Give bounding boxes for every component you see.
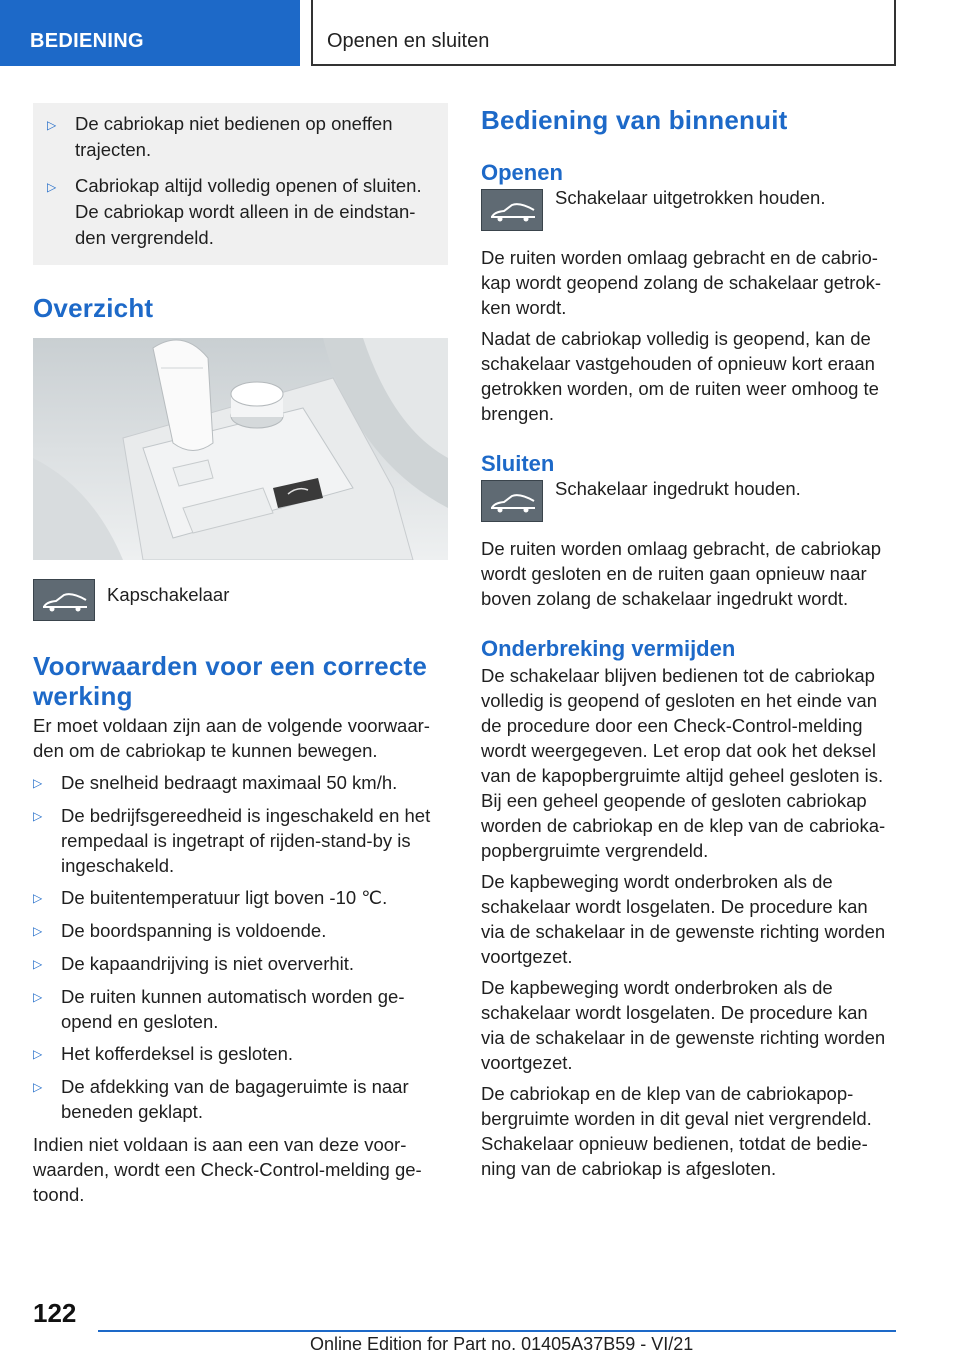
open-instruction-row bbox=[481, 189, 896, 231]
triangle-bullet-icon bbox=[33, 1041, 61, 1067]
triangle-bullet-icon bbox=[33, 1074, 61, 1124]
close-heading: Sluiten bbox=[481, 451, 555, 476]
close-instruction: Schakelaar ingedrukt houden. bbox=[555, 478, 801, 499]
list-item: ▷ De buitentemperatuur ligt boven -10 ℃. bbox=[33, 885, 448, 911]
interrupt-paragraph-1: De schakelaar blijven bedienen tot de cabriokap volledig is geopend of gesloten en het einde van de procedure door een Check-Control-melding wordt weergegeven. Let erop dat ook het deksel van de kapopbergruimte altijd geheel gesloten is. Bij een geheel geopende of gesloten cabriokap worden de cabriokap en de klep van de cabriokapopbergruimte vergrendeld. bbox=[481, 665, 886, 861]
open-paragraph-2: Nadat de cabriokap volledig is geopend, kan de schakelaar vastgehouden of opnieuw kort eraan getrokken worden, om de ruiten weer omhoog te brengen. bbox=[481, 328, 879, 424]
open-paragraph-1: De ruiten worden omlaag gebracht en de cabriokap wordt geopend zolang de schakelaar getrokken wordt. bbox=[481, 247, 882, 318]
triangle-bullet-icon bbox=[47, 173, 75, 251]
list-item: ▷ Het kofferdeksel is gesloten. bbox=[33, 1041, 448, 1067]
triangle-bullet-icon bbox=[33, 770, 61, 796]
note-item: ▷ De cabriokap niet bedienen op oneffen trajecten. bbox=[47, 111, 438, 163]
convertible-roof-icon bbox=[481, 189, 543, 231]
footer-divider bbox=[98, 1330, 896, 1332]
interrupt-paragraph-3: De kapbeweging wordt onderbroken als de schakelaar wordt losgelaten. De procedure kan via de schakelaar in de gewenste richting worden voortgezet. bbox=[481, 977, 886, 1073]
conditions-heading: Voorwaarden voor een correcte werking bbox=[33, 651, 428, 711]
open-heading: Openen bbox=[481, 160, 563, 185]
convertible-roof-icon bbox=[481, 480, 543, 522]
edition-note: Online Edition for Part no. 01405A37B59 - VI/21 bbox=[310, 1334, 694, 1354]
note-item: ▷ Cabriokap altijd volledig openen of sluiten. De cabriokap wordt alleen in de eindstanden vergrendeld. bbox=[47, 173, 438, 251]
open-instruction: Schakelaar uitgetrokken houden. bbox=[555, 187, 826, 208]
switch-legend bbox=[33, 579, 448, 621]
chapter-title: Openen en sluiten bbox=[311, 0, 896, 66]
triangle-bullet-icon bbox=[33, 803, 61, 878]
interrupt-heading: Onderbreking vermijden bbox=[481, 636, 736, 661]
note-box bbox=[33, 103, 448, 265]
conditions-outro: Indien niet voldaan is aan een van deze voorwaarden, wordt een Check-Control-melding getoond. bbox=[33, 1134, 422, 1205]
list-item: ▷ De kapaandrijving is niet oververhit. bbox=[33, 951, 448, 977]
overview-heading: Overzicht bbox=[33, 293, 154, 323]
interrupt-paragraph-2: De kapbeweging wordt onderbroken als de schakelaar wordt losgelaten. De procedure kan via de schakelaar in de gewenste richting worden voortgezet. bbox=[481, 871, 886, 967]
triangle-bullet-icon bbox=[33, 951, 61, 977]
page-number: 122 bbox=[33, 1298, 77, 1328]
conditions-intro: Er moet voldaan zijn aan de volgende voorwaarden om de cabriokap te kunnen bewegen. bbox=[33, 715, 430, 761]
triangle-bullet-icon bbox=[33, 918, 61, 944]
list-item: ▷ De boordspanning is voldoende. bbox=[33, 918, 448, 944]
triangle-bullet-icon bbox=[33, 984, 61, 1034]
convertible-roof-icon bbox=[33, 579, 95, 621]
list-item: ▷ De snelheid bedraagt maximaal 50 km/h. bbox=[33, 770, 448, 796]
left-column bbox=[33, 103, 448, 1207]
interrupt-paragraph-4: De cabriokap en de klep van de cabriokapopbergruimte worden in dit geval niet vergrendeld. Schakelaar opnieuw bedienen, totdat de bediening van de cabriokap is afgesloten. bbox=[481, 1083, 872, 1179]
list-item: ▷ De bedrijfsgereedheid is ingeschakeld en het rempedaal is ingetrapt of rijden-stand-by is ingeschakeld. bbox=[33, 803, 448, 878]
close-paragraph-1: De ruiten worden omlaag gebracht, de cabriokap wordt gesloten en de ruiten gaan opnieuw naar boven zolang de schakelaar ingedrukt wordt. bbox=[481, 538, 882, 609]
switch-caption: Kapschakelaar bbox=[107, 584, 230, 605]
close-instruction-row bbox=[481, 480, 896, 522]
center-console-photo bbox=[33, 338, 448, 560]
section-tab: BEDIENING bbox=[0, 0, 300, 66]
list-item: ▷ De afdekking van de bagageruimte is naar beneden geklapt. bbox=[33, 1074, 448, 1124]
page-header bbox=[0, 0, 960, 66]
main-heading: Bediening van binnenuit bbox=[481, 105, 788, 135]
triangle-bullet-icon bbox=[47, 111, 75, 163]
triangle-bullet-icon bbox=[33, 885, 61, 911]
right-column bbox=[481, 103, 896, 1181]
conditions-list bbox=[33, 770, 448, 1124]
list-item: ▷ De ruiten kunnen automatisch worden geopend en gesloten. bbox=[33, 984, 448, 1034]
